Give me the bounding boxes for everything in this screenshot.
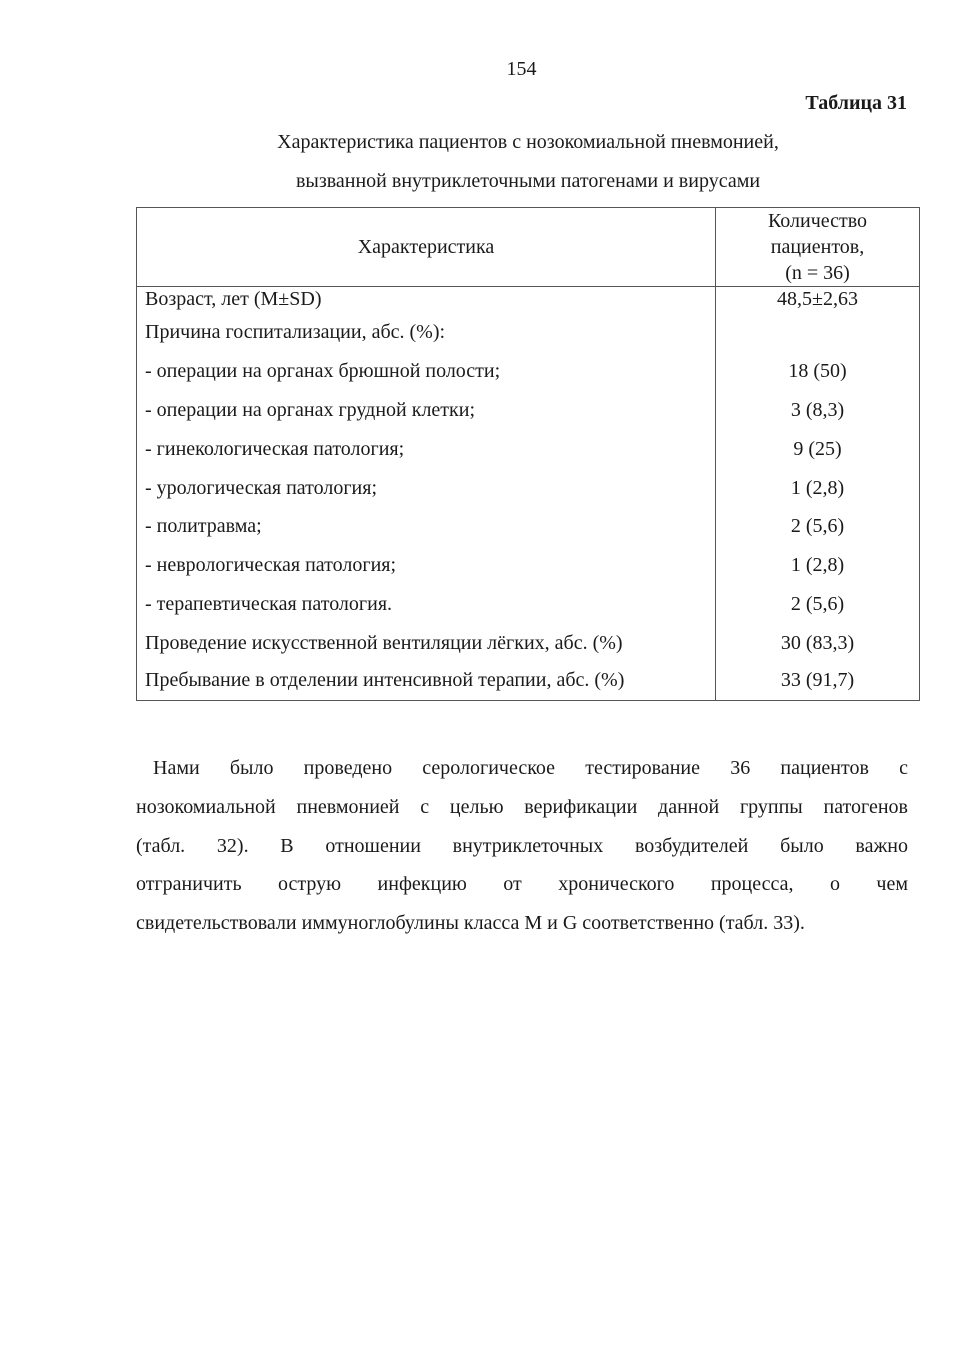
- table-row: [137, 429, 920, 468]
- row-label: Возраст, лет (M±SD): [137, 287, 716, 314]
- row-label: Проведение искусственной вентиляции лёгких, абс. (%): [137, 623, 716, 662]
- paragraph-line: отграничить острую инфекцию от хронического процесса, о чем: [136, 873, 908, 896]
- row-label: Причина госпитализации, абс. (%):: [137, 313, 716, 352]
- paragraph-line: (табл. 32). В отношении внутриклеточных возбудителей было важно: [136, 834, 908, 857]
- header-count-line-1: Количество: [767, 210, 868, 232]
- row-value: 9 (25): [716, 429, 920, 468]
- table-row: [137, 391, 920, 430]
- header-count-line-2: пациентов,: [770, 236, 865, 258]
- table-label: Таблица 31: [805, 92, 907, 114]
- row-value: 18 (50): [716, 352, 920, 391]
- patient-characteristics-table: [136, 207, 920, 701]
- paragraph-line: свидетельствовали иммуноглобулины класса М и G соответственно (табл. 33).: [136, 912, 805, 935]
- table-row: [137, 662, 920, 701]
- row-value: 33 (91,7): [716, 662, 920, 701]
- row-value: 48,5±2,63: [716, 287, 920, 314]
- row-value: 3 (8,3): [716, 391, 920, 430]
- row-value: 2 (5,6): [716, 507, 920, 546]
- page-number: 154: [506, 58, 537, 80]
- paragraph-line: нозокомиальной пневмонией с целью верификации данной группы патогенов: [136, 795, 908, 818]
- header-patient-count: [716, 208, 920, 287]
- body-paragraph: [136, 749, 908, 943]
- header-characteristic: Характеристика: [137, 208, 716, 287]
- paragraph-line: Нами было проведено серологическое тестирование 36 пациентов с: [153, 757, 908, 779]
- table-row: [137, 313, 920, 352]
- row-label: Пребывание в отделении интенсивной терапии, абс. (%): [137, 662, 716, 701]
- table-row: [137, 623, 920, 662]
- table-header-row: [137, 208, 920, 287]
- table-row: [137, 468, 920, 507]
- row-value: [716, 313, 920, 352]
- header-count-line-3: (n = 36): [785, 262, 850, 284]
- row-value: 1 (2,8): [716, 546, 920, 585]
- row-label: - операции на органах брюшной полости;: [137, 352, 716, 391]
- row-label: - терапевтическая патология.: [137, 585, 716, 624]
- table-caption-line-2: вызванной внутриклеточными патогенами и вирусами: [295, 170, 761, 192]
- row-label: - операции на органах грудной клетки;: [137, 391, 716, 430]
- table-row: [137, 287, 920, 314]
- row-value: 30 (83,3): [716, 623, 920, 662]
- table-row: [137, 585, 920, 624]
- table-row: [137, 507, 920, 546]
- table-row: [137, 352, 920, 391]
- row-value: 1 (2,8): [716, 468, 920, 507]
- table-row: [137, 546, 920, 585]
- row-label: - гинекологическая патология;: [137, 429, 716, 468]
- table-caption-line-1: Характеристика пациентов с нозокомиальной пневмонией,: [277, 131, 779, 153]
- row-label: - урологическая патология;: [137, 468, 716, 507]
- row-label: - неврологическая патология;: [137, 546, 716, 585]
- row-label: - политравма;: [137, 507, 716, 546]
- row-value: 2 (5,6): [716, 585, 920, 624]
